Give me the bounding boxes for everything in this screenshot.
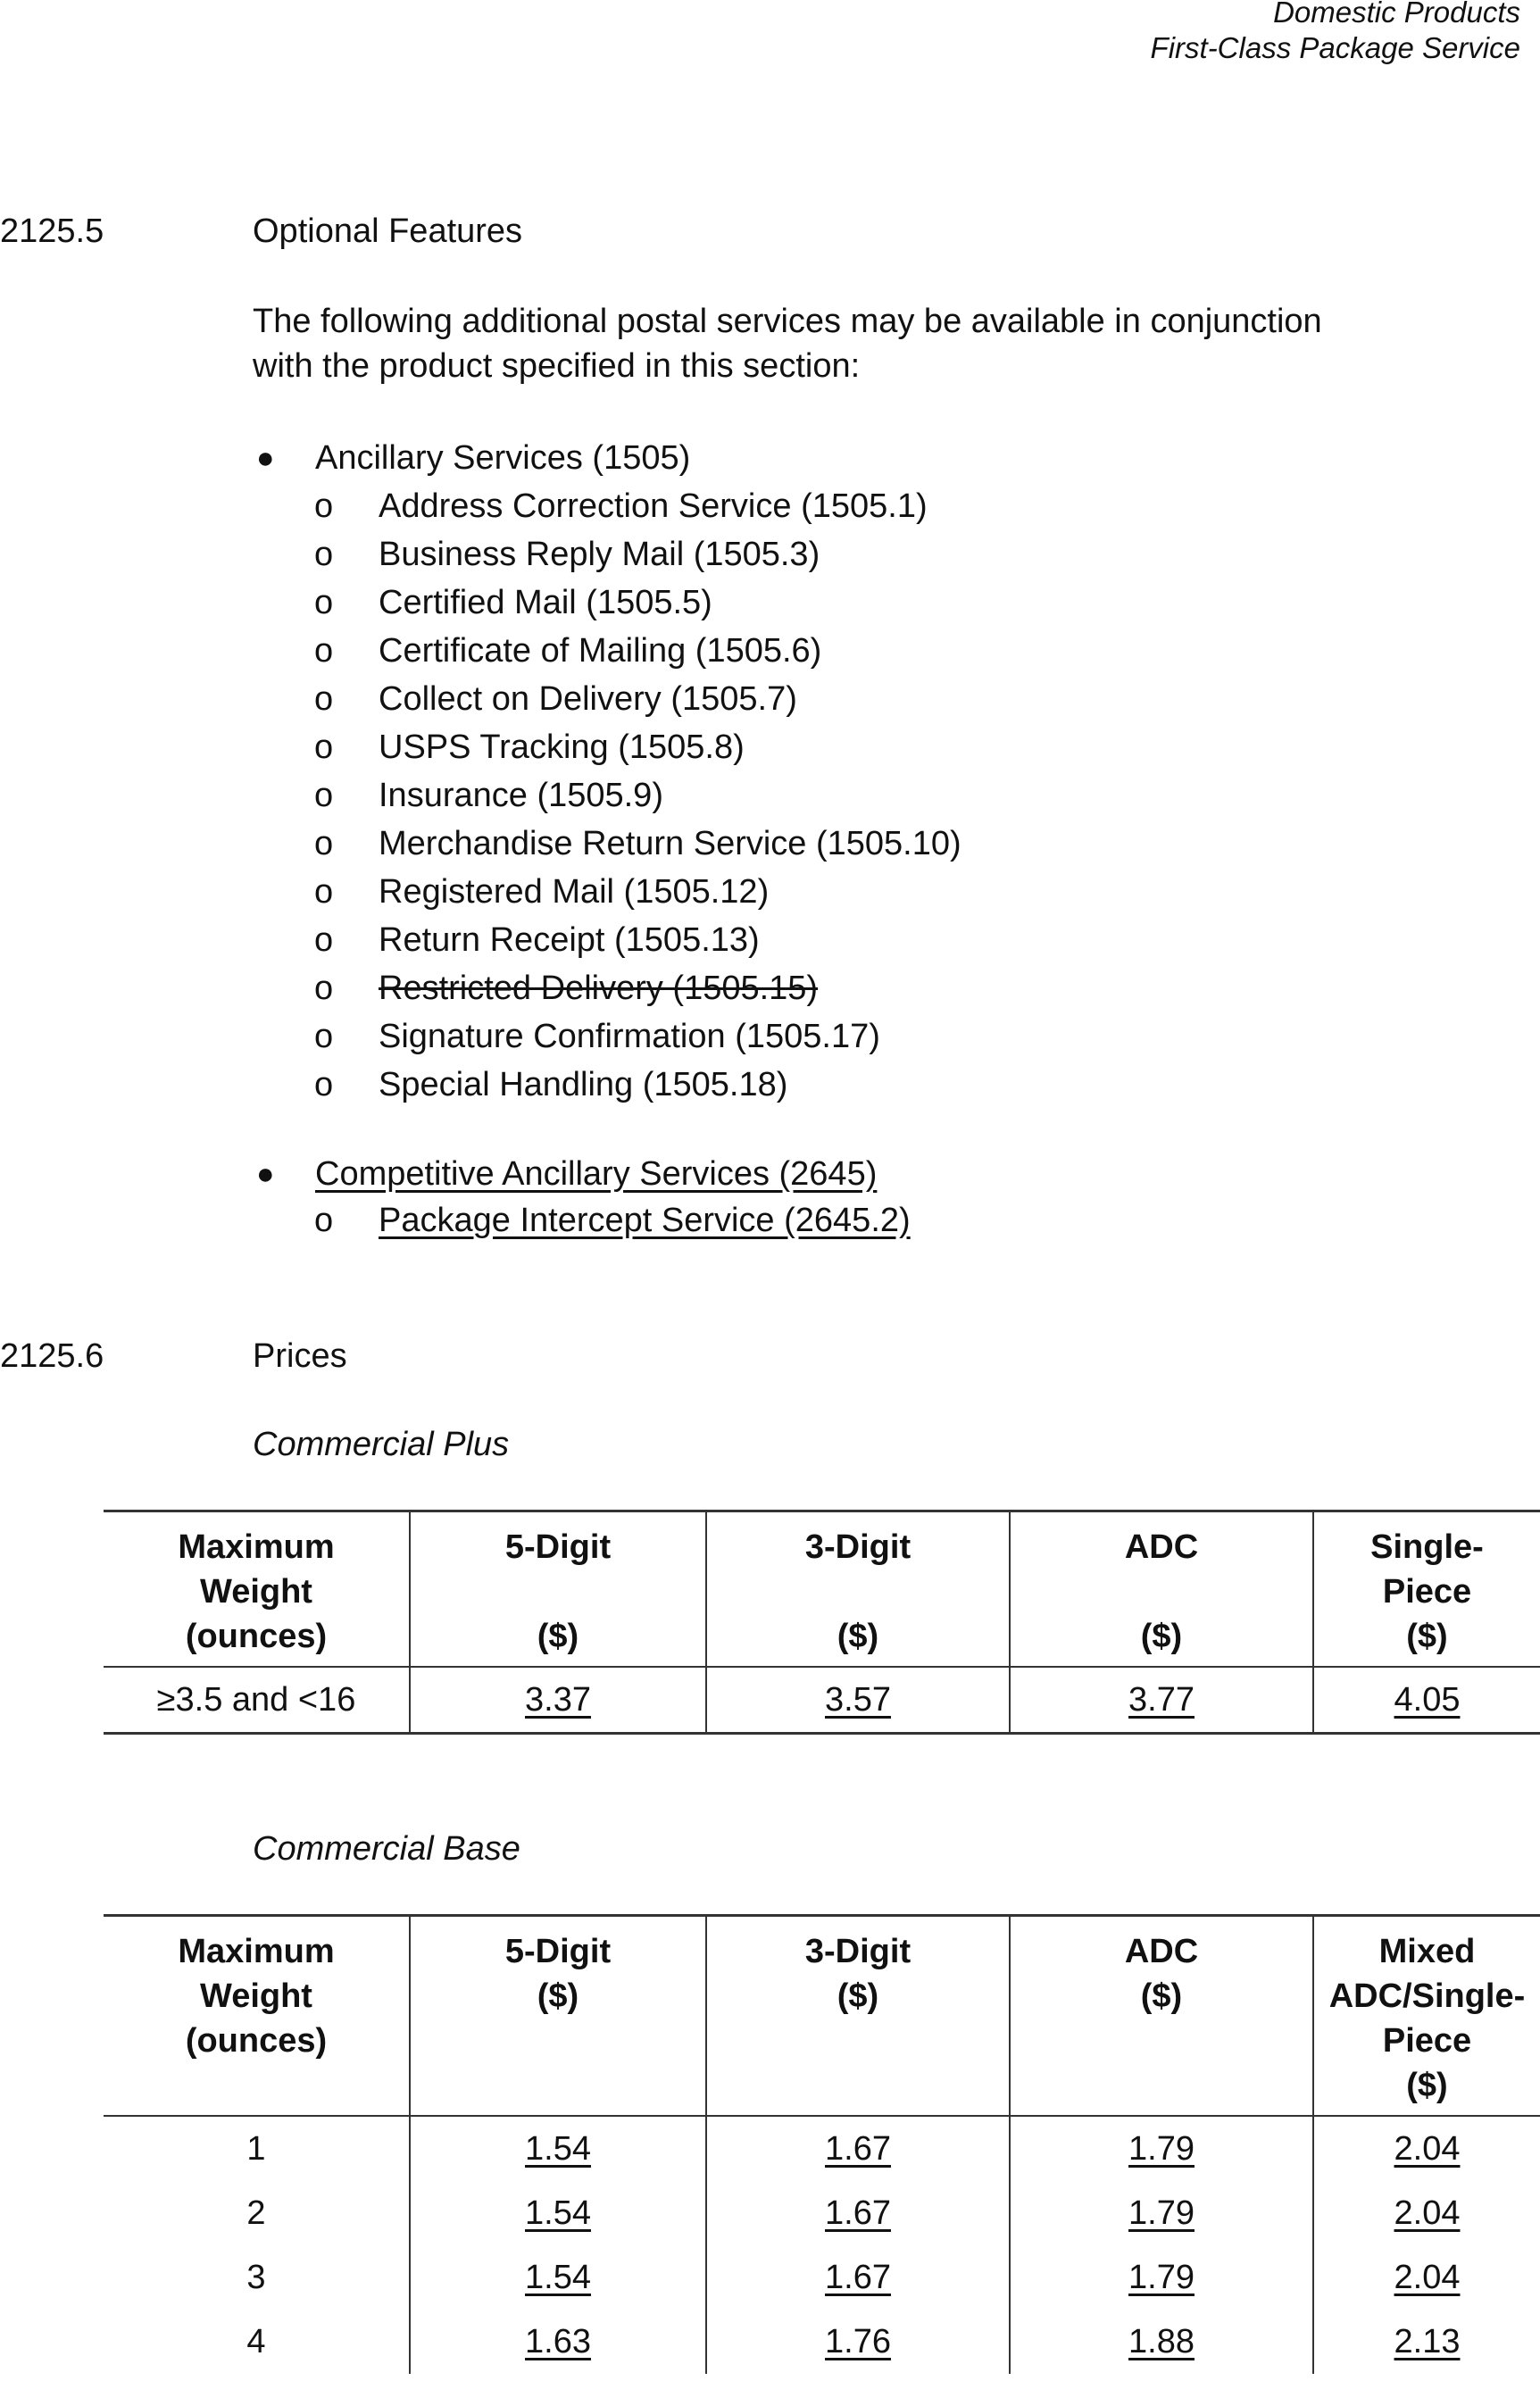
table-row bbox=[104, 2245, 1540, 2310]
cell-price: 1.79 bbox=[1128, 2194, 1195, 2232]
sub-item-label: Signature Confirmation (1505.17) bbox=[379, 1018, 880, 1055]
table-caption-commercial-plus: Commercial Plus bbox=[253, 1426, 510, 1463]
sub-list-item bbox=[314, 723, 745, 771]
sub-list-item bbox=[314, 627, 821, 675]
sub-item-label: Business Reply Mail (1505.3) bbox=[379, 536, 820, 573]
sub-list-item bbox=[314, 916, 760, 964]
sub-bullet-icon: o bbox=[314, 1066, 334, 1103]
cell-price: 3.37 bbox=[525, 1681, 591, 1719]
table-caption-commercial-base: Commercial Base bbox=[253, 1830, 520, 1868]
sub-list-item bbox=[314, 579, 712, 627]
col-header-single-piece: Single- Piece ($) bbox=[1313, 1511, 1540, 1668]
sub-item-label: Certified Mail (1505.5) bbox=[379, 584, 712, 621]
cell-price: 1.88 bbox=[1128, 2323, 1195, 2360]
sub-item-label: Return Receipt (1505.13) bbox=[379, 921, 760, 959]
header-line-2: First-Class Package Service bbox=[1150, 31, 1520, 64]
col-header-weight: Maximum Weight (ounces) bbox=[104, 1916, 410, 2117]
sub-item-label: Restricted Delivery (1505.15) bbox=[379, 970, 819, 1007]
sub-bullet-icon: o bbox=[314, 680, 334, 718]
col-header-5digit: 5-Digit ($) bbox=[410, 1511, 706, 1668]
intro-line-1: The following additional postal services may be available in conjunction bbox=[253, 303, 1322, 340]
table-row bbox=[104, 2181, 1540, 2245]
sub-bullet-icon: o bbox=[314, 1018, 334, 1055]
sub-list-item bbox=[314, 868, 769, 916]
table-row bbox=[104, 1667, 1540, 1734]
section-number: 2125.6 bbox=[0, 1337, 104, 1375]
section-title: Prices bbox=[253, 1337, 347, 1375]
sub-item-label: Address Correction Service (1505.1) bbox=[379, 487, 928, 525]
table-row bbox=[104, 2310, 1540, 2374]
sub-item-label: Registered Mail (1505.12) bbox=[379, 873, 770, 911]
section-number: 2125.5 bbox=[0, 212, 104, 250]
cell-weight: 2 bbox=[246, 2194, 266, 2232]
sub-item-label: Special Handling (1505.18) bbox=[379, 1066, 788, 1103]
sub-item-label: Package Intercept Service (2645.2) bbox=[379, 1202, 911, 1239]
cell-price: 2.04 bbox=[1394, 2130, 1461, 2168]
col-header-adc: ADC ($) bbox=[1010, 1916, 1313, 2117]
cell-price: 1.63 bbox=[525, 2323, 591, 2360]
cell-price: 1.54 bbox=[525, 2259, 591, 2296]
cell-price: 1.79 bbox=[1128, 2130, 1195, 2168]
col-header-3digit: 3-Digit ($) bbox=[706, 1511, 1010, 1668]
sub-item-label: USPS Tracking (1505.8) bbox=[379, 728, 745, 766]
table-row bbox=[104, 2116, 1540, 2181]
cell-price: 4.05 bbox=[1394, 1681, 1461, 1719]
sub-item-label: Collect on Delivery (1505.7) bbox=[379, 680, 797, 718]
col-header-weight: Maximum Weight (ounces) bbox=[104, 1511, 410, 1668]
intro-line-2: with the product specified in this section: bbox=[253, 347, 861, 385]
sub-bullet-icon: o bbox=[314, 970, 334, 1007]
cell-price: 3.57 bbox=[825, 1681, 891, 1719]
cell-weight: 4 bbox=[246, 2323, 266, 2360]
sub-item-label: Certificate of Mailing (1505.6) bbox=[379, 632, 822, 670]
sub-list-item bbox=[314, 482, 928, 530]
commercial-base-table bbox=[104, 1914, 1540, 2374]
col-header-adc: ADC ($) bbox=[1010, 1511, 1313, 1668]
cell-weight: 1 bbox=[246, 2130, 266, 2168]
sub-list-item bbox=[314, 1061, 787, 1109]
sub-bullet-icon: o bbox=[314, 873, 334, 911]
cell-price: 1.67 bbox=[825, 2259, 891, 2296]
cell-price: 1.76 bbox=[825, 2323, 891, 2360]
sub-item-package-intercept bbox=[314, 1196, 911, 1245]
bullet-label: Ancillary Services (1505) bbox=[315, 439, 691, 477]
sub-bullet-icon: o bbox=[314, 777, 334, 814]
sub-bullet-icon: o bbox=[314, 825, 334, 862]
sub-list-item bbox=[314, 771, 663, 820]
cell-price: 1.67 bbox=[825, 2194, 891, 2232]
col-header-3digit: 3-Digit ($) bbox=[706, 1916, 1010, 2117]
bullet-icon: ● bbox=[256, 441, 275, 475]
col-header-mixed-adc-single-piece: Mixed ADC/Single- Piece ($) bbox=[1313, 1916, 1540, 2117]
sub-bullet-icon: o bbox=[314, 921, 334, 959]
section-title: Optional Features bbox=[253, 212, 523, 250]
sub-list-item bbox=[314, 820, 961, 868]
sub-item-label: Merchandise Return Service (1505.10) bbox=[379, 825, 961, 862]
bullet-label: Competitive Ancillary Services (2645) bbox=[315, 1155, 878, 1193]
sub-bullet-icon: o bbox=[314, 728, 334, 766]
cell-price: 2.13 bbox=[1394, 2323, 1461, 2360]
cell-price: 1.54 bbox=[525, 2194, 591, 2232]
cell-weight: ≥3.5 and <16 bbox=[104, 1667, 410, 1734]
sub-bullet-icon: o bbox=[314, 1202, 334, 1239]
col-header-5digit: 5-Digit ($) bbox=[410, 1916, 706, 2117]
sub-bullet-icon: o bbox=[314, 487, 334, 525]
cell-price: 1.79 bbox=[1128, 2259, 1195, 2296]
cell-price: 2.04 bbox=[1394, 2194, 1461, 2232]
page-header bbox=[1151, 0, 1520, 66]
bullet-icon: ● bbox=[256, 1157, 275, 1191]
sub-bullet-icon: o bbox=[314, 536, 334, 573]
sub-bullet-icon: o bbox=[314, 632, 334, 670]
sub-list-item bbox=[314, 530, 820, 579]
cell-price: 3.77 bbox=[1128, 1681, 1195, 1719]
cell-price: 2.04 bbox=[1394, 2259, 1461, 2296]
sub-list-item bbox=[314, 1012, 880, 1061]
sub-list-item bbox=[314, 964, 818, 1012]
cell-weight: 3 bbox=[246, 2259, 266, 2296]
commercial-plus-table bbox=[104, 1510, 1540, 1735]
sub-item-label: Insurance (1505.9) bbox=[379, 777, 663, 814]
sub-list-item bbox=[314, 675, 797, 723]
header-line-1: Domestic Products bbox=[1273, 0, 1520, 29]
cell-price: 1.54 bbox=[525, 2130, 591, 2168]
cell-price: 1.67 bbox=[825, 2130, 891, 2168]
sub-bullet-icon: o bbox=[314, 584, 334, 621]
